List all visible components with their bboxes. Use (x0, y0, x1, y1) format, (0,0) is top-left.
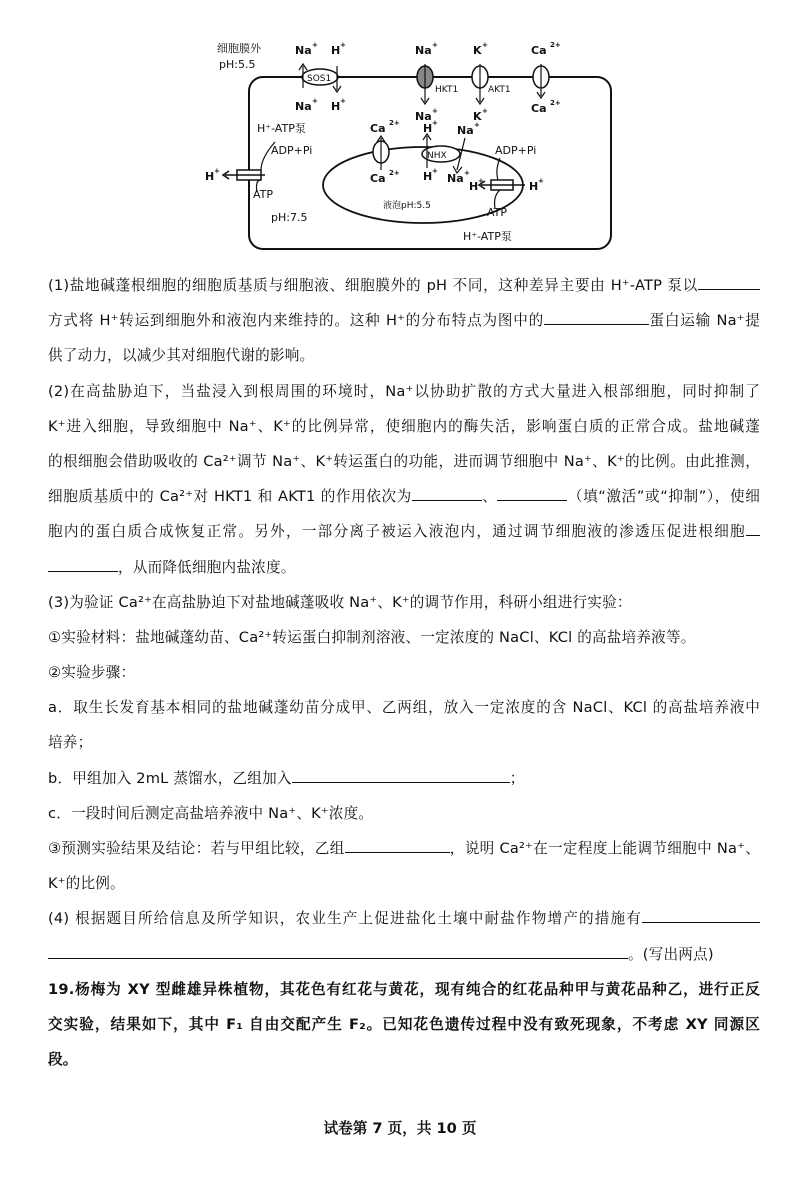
q3-line-5: 培养； (48, 734, 93, 752)
svg-text:2+: 2+ (550, 99, 561, 107)
h-ion-label: H (331, 44, 341, 57)
answer-blank[interactable] (345, 837, 450, 853)
h-ion-label: H (331, 100, 341, 113)
pump-label-left: H⁺-ATP泵 (257, 122, 306, 135)
outside-ph: pH:5.5 (219, 58, 256, 71)
svg-text:HKT1: HKT1 (435, 85, 459, 95)
h-ion-label: H (423, 122, 433, 135)
q3-line-8: ③预测实验结果及结论：若与甲组比较，乙组 ，说明 Ca²⁺在一定程度上能调节细胞中 Na⁺、 (48, 831, 760, 866)
answer-blank[interactable] (412, 485, 482, 501)
atp-right: ATP (487, 206, 508, 219)
adp-pi-left: ADP+Pi (271, 144, 313, 157)
svg-text:2+: 2+ (550, 41, 561, 49)
ca-ion-label: Ca (531, 102, 547, 115)
svg-text:+: + (340, 41, 346, 49)
h-ion-label: H (205, 170, 215, 183)
svg-text:+: + (340, 97, 346, 105)
q3-line-2: ①实验材料：盐地碱蓬幼苗、Ca²⁺转运蛋白抑制剂溶液、一定浓度的 NaCl、KCl 的高盐培养液等。 (48, 628, 696, 646)
svg-text:SOS1: SOS1 (307, 74, 332, 84)
answer-blank[interactable] (642, 907, 760, 923)
na-ion-label: Na (415, 110, 432, 123)
question-text (48, 268, 760, 1077)
svg-text:2+: 2+ (389, 119, 400, 127)
svg-text:+: + (432, 41, 438, 49)
q3-line-1: (3)为验证 Ca²⁺在高盐胁迫下对盐地碱蓬吸收 Na⁺、K⁺的调节作用，科研小组进行实验： (48, 593, 632, 611)
na-ion-label: Na (447, 172, 464, 185)
h-ion-label: H (423, 170, 433, 183)
na-ion-label: Na (457, 124, 474, 137)
akt1-transporter (472, 64, 511, 104)
svg-text:+: + (312, 97, 318, 105)
svg-text:+: + (312, 41, 318, 49)
q3-line-9: K⁺的比例。 (48, 875, 125, 893)
nhx-transporter (422, 134, 465, 173)
answer-blank[interactable] (746, 520, 760, 536)
svg-text:+: + (432, 119, 438, 127)
page-footer: 试卷第 7 页，共 10 页 (323, 1120, 477, 1137)
q3-line-4: a．取生长发育基本相同的盐地碱蓬幼苗分成甲、乙两组，放入一定浓度的含 NaCl、KCl 的高盐培养液中 (48, 699, 760, 717)
svg-text:+: + (432, 107, 438, 115)
h-ion-label: H (469, 180, 479, 193)
svg-text:+: + (474, 121, 480, 129)
q2-line-2: K⁺进入细胞，导致细胞中 Na⁺、K⁺的比例异常，使细胞内的酶失活，影响蛋白质的正常合成。盐地碱蓬 (48, 417, 760, 435)
svg-text:+: + (464, 169, 470, 177)
ca-ion-label: Ca (531, 44, 547, 57)
answer-blank[interactable] (48, 555, 118, 571)
pump-label-right: H⁺-ATP泵 (463, 230, 512, 243)
q3-line-7: c．一段时间后测定高盐培养液中 Na⁺、K⁺浓度。 (48, 804, 374, 822)
svg-text:+: + (214, 167, 220, 175)
svg-text:+: + (432, 167, 438, 175)
answer-blank[interactable] (292, 766, 510, 782)
k-ion-label: K (473, 44, 482, 57)
q3-line-3: ②实验步骤： (48, 664, 136, 682)
q1-line-3: 供了动力，以减少其对细胞代谢的影响。 (48, 347, 315, 365)
vacuole-label: 液泡pH:5.5 (383, 201, 431, 211)
q1-line-1: (1)盐地碱蓬根细胞的细胞质基质与细胞液、细胞膜外的 pH 不同，这种差异主要由 H⁺-ATP 泵以 (48, 268, 760, 303)
q1-line-2: 方式将 H⁺转运到细胞外和液泡内来维持的。这种 H⁺的分布特点为图中的 蛋白运输 Na⁺提 (48, 303, 760, 338)
na-ion-label: Na (415, 44, 432, 57)
adp-pi-right: ADP+Pi (495, 144, 537, 157)
q4-line-1: (4) 根据题目所给信息及所学知识，农业生产上促进盐化土壤中耐盐作物增产的措施有 (48, 901, 760, 936)
svg-text:+: + (538, 177, 544, 185)
na-ion-label: Na (295, 44, 312, 57)
svg-text:+: + (482, 41, 488, 49)
q19-line-3: 段。 (48, 1051, 78, 1069)
svg-text:+: + (478, 177, 484, 185)
cell-transport-diagram (195, 30, 625, 255)
svg-text:AKT1: AKT1 (488, 85, 511, 95)
hkt1-transporter (417, 64, 458, 104)
answer-blank[interactable] (497, 485, 567, 501)
svg-text:NHX: NHX (427, 151, 447, 161)
atp-left: ATP (253, 188, 274, 201)
q2-line-4: 细胞质基质中的 Ca²⁺对 HKT1 和 AKT1 的作用依次为 、 （填“激活”或“抑制”），使细 (48, 479, 760, 514)
q2-line-1: (2)在高盐胁迫下，当盐浸入到根周围的环境时，Na⁺以协助扩散的方式大量进入根部细胞，同时抑制了 (48, 382, 760, 400)
q2-line-3: 的根细胞会借助吸收的 Ca²⁺调节 Na⁺、K⁺转运蛋白的功能，进而调节细胞中 Na⁺、K⁺的比例。由此推测， (48, 452, 760, 470)
answer-blank[interactable] (544, 309, 649, 325)
q2-line-6: ，从而降低细胞内盐浓度。 (48, 550, 760, 585)
h-atp-pump-vacuole (479, 158, 525, 208)
answer-blank[interactable] (48, 942, 628, 958)
outside-label: 细胞膜外 (217, 42, 261, 55)
answer-blank[interactable] (698, 274, 760, 290)
q2-line-5: 胞内的蛋白质合成恢复正常。另外，一部分离子被运入液泡内，通过调节细胞液的渗透压促进根细胞 (48, 514, 760, 549)
na-ion-label: Na (295, 100, 312, 113)
ca-channel-vacuole (373, 136, 389, 170)
cytoplasm-ph: pH:7.5 (271, 211, 308, 224)
svg-text:+: + (482, 107, 488, 115)
h-ion-label: H (529, 180, 539, 193)
ca-ion-label: Ca (370, 172, 386, 185)
q3-line-6: b．甲组加入 2mL 蒸馏水，乙组加入 ； (48, 761, 760, 796)
q4-line-2: 。(写出两点) (48, 937, 760, 972)
sos1-transporter (299, 64, 341, 92)
svg-text:2+: 2+ (389, 169, 400, 177)
ca-ion-label: Ca (370, 122, 386, 135)
ca-channel-membrane (533, 64, 549, 98)
q19-line-2: 交实验，结果如下，其中 F₁ 自由交配产生 F₂。已知花色遗传过程中没有致死现象，不考虑 XY 同源区 (48, 1015, 760, 1033)
q19-line-1: 19.杨梅为 XY 型雌雄异株植物，其花色有红花与黄花，现有纯合的红花品种甲与黄花品种乙，进行正反 (48, 980, 760, 998)
k-ion-label: K (473, 110, 482, 123)
